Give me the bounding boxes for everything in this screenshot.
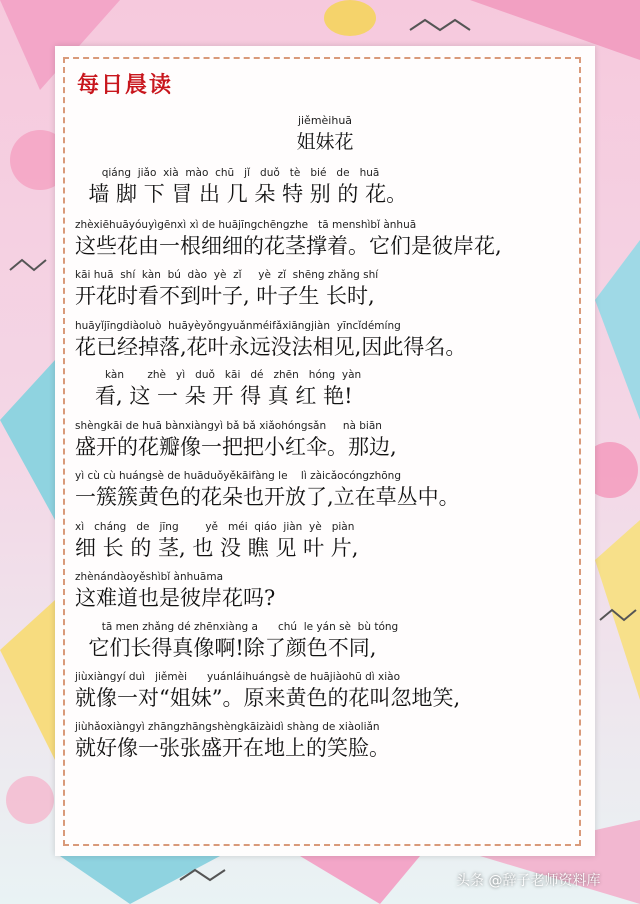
line-hanzi: 这难道也是彼岸花吗? — [75, 586, 276, 610]
line-hanzi: 就像一对“姐妹”。原来黄色的花叫忽地笑, — [75, 686, 461, 710]
reading-card — [55, 46, 595, 856]
text-line — [75, 319, 575, 361]
line-hanzi: 它们长得真像啊!除了颜色不同, — [75, 636, 377, 660]
text-line — [75, 670, 575, 712]
line-pinyin: zhènándàoyěshìbǐ ànhuāma — [75, 571, 224, 583]
line-pinyin: jiùhǎoxiàngyì zhāngzhāngshèngkāizàidì shàng de xiàoliǎn — [75, 721, 380, 733]
watermark: 头条 @辞子老师资料库 — [456, 873, 601, 889]
line-pinyin: yì cù cù huángsè de huāduǒyěkāifàng le lì zàicǎocóngzhōng — [75, 470, 401, 482]
line-hanzi: 墙 脚 下 冒 出 几 朵 特 别 的 花。 — [75, 182, 408, 206]
line-pinyin: jiùxiàngyí duì jiěmèi yuánláihuángsè de huājiàohū dì xiào — [75, 671, 401, 683]
text-line — [75, 218, 575, 260]
text-line — [75, 166, 575, 208]
line-pinyin: qiáng jiǎo xià mào chū jǐ duǒ tè bié de huā — [75, 167, 380, 179]
text-line — [75, 570, 575, 612]
line-hanzi: 看, 这 一 朵 开 得 真 红 艳! — [75, 384, 353, 408]
line-hanzi: 盛开的花瓣像一把把小红伞。那边, — [75, 435, 397, 459]
title-hanzi: 姐妹花 — [296, 131, 354, 153]
line-hanzi: 开花时看不到叶子, 叶子生 长时, — [75, 284, 375, 308]
line-pinyin: tā men zhǎng dé zhēnxiàng a chú le yán sè bù tóng — [75, 621, 399, 633]
line-hanzi: 这些花由一根细细的花茎撑着。它们是彼岸花, — [75, 234, 502, 258]
text-line — [75, 469, 575, 511]
text-line — [75, 720, 575, 762]
line-pinyin: shèngkāi de huā bànxiàngyì bǎ bǎ xiǎohóngsǎn nà biān — [75, 420, 382, 432]
line-hanzi: 花已经掉落,花叶永远没法相见,因此得名。 — [75, 335, 467, 359]
line-hanzi: 一簇簇黄色的花朵也开放了,立在草丛中。 — [75, 485, 460, 509]
line-pinyin: xì cháng de jīng yě méi qiáo jiàn yè piàn — [75, 521, 355, 533]
line-pinyin: kàn zhè yì duǒ kāi dé zhēn hóng yàn — [75, 369, 362, 381]
text-line — [75, 368, 575, 410]
text-line — [75, 268, 575, 310]
title-pinyin: jiěmèihuā — [297, 114, 353, 127]
text-line — [75, 620, 575, 662]
line-hanzi: 就好像一张张盛开在地上的笑脸。 — [75, 736, 390, 760]
text-line — [75, 419, 575, 461]
line-hanzi: 细 长 的 茎, 也 没 瞧 见 叶 片, — [75, 536, 359, 560]
header-title: 每日晨读 — [77, 72, 174, 98]
line-pinyin: huāyǐjīngdiàoluò huāyèyǒngyuǎnméifǎxiāngjiàn yīncǐdémíng — [75, 320, 401, 332]
poem-title — [75, 114, 575, 156]
line-pinyin: kāi huā shí kàn bú dào yè zǐ yè zǐ shēng zhǎng shí — [75, 269, 379, 281]
line-pinyin: zhèxiēhuāyóuyìgēnxì xì de huājīngchēngzhe tā menshìbǐ ànhuā — [75, 219, 417, 231]
text-line — [75, 520, 575, 562]
